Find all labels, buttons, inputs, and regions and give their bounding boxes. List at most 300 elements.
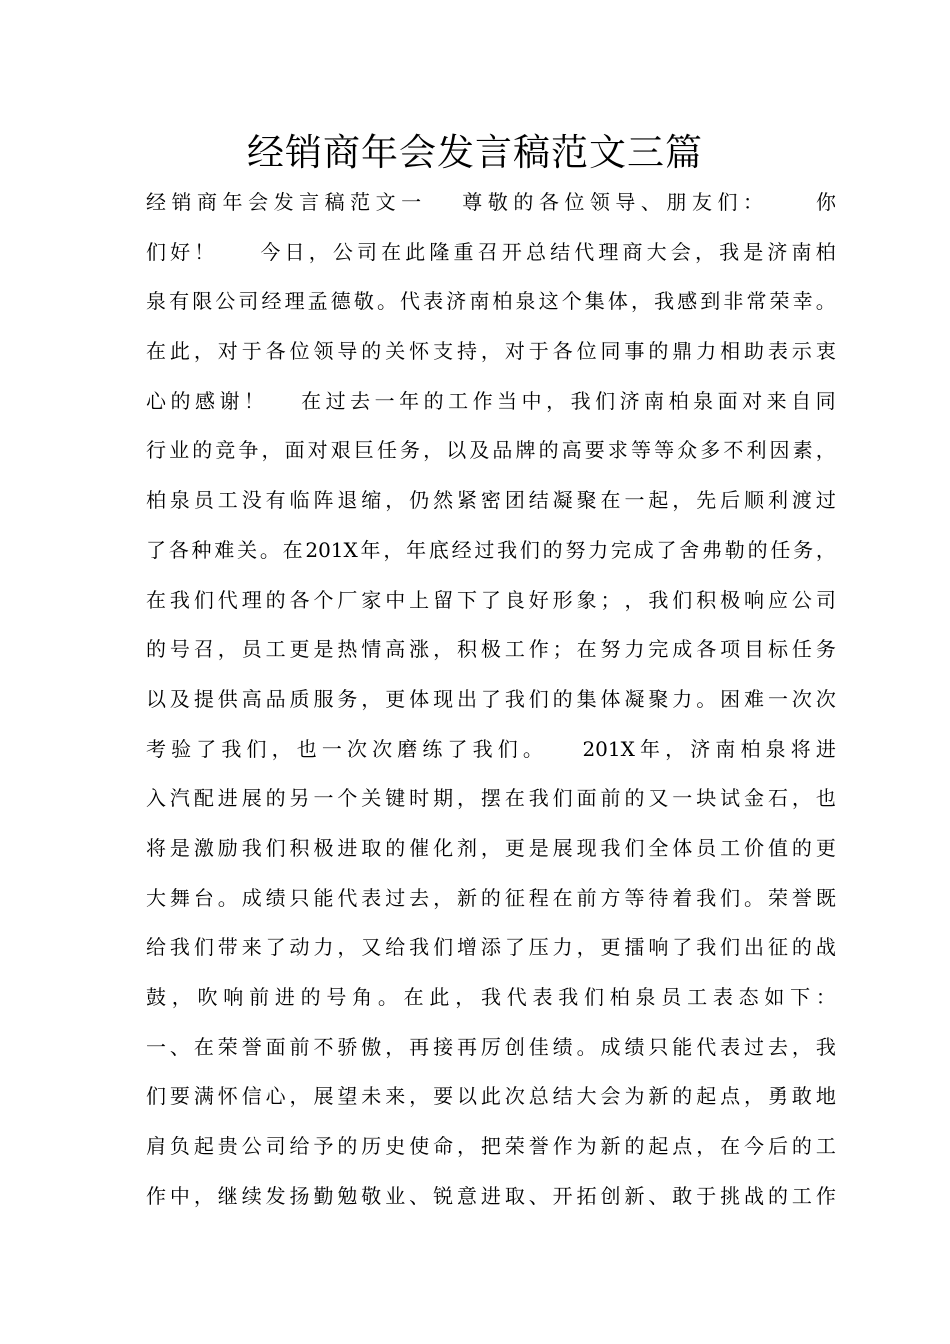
text-glyph: ， bbox=[433, 885, 454, 910]
text-glyph: 过 bbox=[744, 1034, 765, 1059]
text-glyph: 退 bbox=[337, 488, 358, 513]
text-glyph: 开 bbox=[552, 1183, 573, 1208]
text-glyph: 、 bbox=[640, 190, 661, 214]
text-glyph: 司 bbox=[356, 239, 377, 264]
text-glyph: 没 bbox=[241, 488, 262, 513]
text-glyph: 不 bbox=[723, 438, 744, 463]
text-glyph: 佳 bbox=[528, 1034, 549, 1059]
text-glyph: 次 bbox=[791, 686, 812, 711]
text-glyph: 表 bbox=[423, 289, 444, 314]
text-glyph: 泉 bbox=[146, 289, 166, 314]
text-glyph: 标 bbox=[767, 637, 788, 662]
text-glyph: 情 bbox=[361, 637, 382, 662]
text-glyph: 肩 bbox=[146, 1134, 166, 1159]
text-glyph: 。 bbox=[259, 537, 280, 562]
text-glyph: 尊 bbox=[462, 190, 483, 214]
text-glyph: 力 bbox=[672, 686, 693, 711]
text-glyph: 们 bbox=[595, 388, 616, 413]
text-line bbox=[146, 824, 836, 874]
text-glyph: 公 bbox=[215, 289, 236, 314]
text-glyph bbox=[279, 377, 285, 427]
text-glyph: 销 bbox=[171, 190, 192, 214]
text-glyph: 我 bbox=[528, 786, 549, 811]
text-glyph: 现 bbox=[433, 686, 454, 711]
text-glyph: 谢 bbox=[219, 388, 240, 413]
text-glyph: 柏 bbox=[492, 289, 513, 314]
text-glyph: 弗 bbox=[702, 537, 723, 562]
text-glyph bbox=[229, 228, 235, 278]
text-glyph: 起 bbox=[648, 1134, 669, 1159]
text-glyph: 留 bbox=[433, 587, 454, 612]
text-glyph: 了 bbox=[146, 537, 166, 562]
text-glyph: 号 bbox=[169, 637, 190, 662]
text-glyph: 挑 bbox=[720, 1183, 741, 1208]
text-glyph: 的 bbox=[170, 388, 191, 413]
text-glyph: ， bbox=[624, 587, 645, 612]
text-glyph: 热 bbox=[337, 637, 358, 662]
text-glyph: 南 bbox=[469, 289, 490, 314]
text-glyph: 成 bbox=[633, 537, 654, 562]
text-glyph: 进 bbox=[274, 985, 295, 1009]
text-glyph: 务 bbox=[793, 537, 814, 562]
text-glyph: 取 bbox=[361, 835, 382, 860]
text-glyph: 们 bbox=[672, 587, 693, 612]
text-glyph: ， bbox=[791, 1034, 812, 1059]
text-glyph: 是 bbox=[313, 637, 334, 662]
text-glyph: 务 bbox=[337, 686, 358, 711]
text-glyph: 前 bbox=[249, 985, 270, 1009]
text-glyph: 后 bbox=[767, 1134, 788, 1159]
text-glyph: 工 bbox=[720, 835, 741, 860]
text-glyph: 力 bbox=[552, 935, 573, 960]
text-glyph: 有 bbox=[169, 289, 190, 314]
text-glyph: 成 bbox=[600, 1034, 621, 1059]
text-glyph: 南 bbox=[715, 736, 736, 761]
text-glyph: 把 bbox=[480, 1134, 501, 1159]
text-glyph: 新 bbox=[648, 1084, 669, 1109]
text-glyph: 负 bbox=[169, 1134, 190, 1159]
text-glyph: 各 bbox=[552, 339, 573, 364]
text-glyph: 出 bbox=[456, 686, 477, 711]
text-glyph: 。 bbox=[376, 289, 397, 314]
text-line bbox=[146, 377, 836, 427]
text-line bbox=[146, 277, 836, 327]
text-glyph: 柏 bbox=[609, 985, 630, 1009]
text-glyph: 们 bbox=[265, 835, 286, 860]
text-glyph: 上 bbox=[409, 587, 430, 612]
text-glyph: 积 bbox=[456, 637, 477, 662]
text-glyph: 各 bbox=[168, 537, 189, 562]
text-glyph: 缩 bbox=[361, 488, 382, 513]
text-glyph: 的 bbox=[513, 190, 534, 214]
text-glyph bbox=[804, 178, 810, 228]
text-glyph: 竞 bbox=[215, 438, 236, 463]
text-glyph: 满 bbox=[193, 1084, 214, 1109]
text-glyph: 这 bbox=[538, 289, 559, 314]
text-glyph: 更 bbox=[289, 637, 310, 662]
text-glyph: 位 bbox=[564, 190, 585, 214]
text-glyph: ， bbox=[456, 786, 477, 811]
text-glyph: 当 bbox=[497, 388, 518, 413]
text-glyph bbox=[239, 228, 245, 278]
text-glyph: 、 bbox=[528, 1183, 549, 1208]
text-glyph: 、 bbox=[409, 1183, 430, 1208]
text-glyph: 鼓 bbox=[146, 985, 166, 1009]
text-glyph: 未 bbox=[361, 1084, 382, 1109]
text-glyph: 行 bbox=[146, 438, 166, 463]
text-glyph: 工 bbox=[791, 1183, 812, 1208]
text-glyph: 了 bbox=[480, 587, 501, 612]
text-line bbox=[146, 228, 836, 278]
text-glyph: 将 bbox=[146, 835, 166, 860]
text-glyph: 作 bbox=[146, 1183, 166, 1208]
text-glyph: 在 bbox=[146, 587, 166, 612]
text-glyph: 表 bbox=[532, 985, 553, 1009]
text-glyph: 顺 bbox=[744, 488, 765, 513]
text-glyph: 的 bbox=[192, 438, 213, 463]
text-glyph: 值 bbox=[767, 835, 788, 860]
text-glyph: 于 bbox=[241, 339, 262, 364]
text-glyph: 征 bbox=[767, 935, 788, 960]
text-glyph: 过 bbox=[325, 388, 346, 413]
text-glyph: 我 bbox=[504, 686, 525, 711]
text-glyph: 要 bbox=[169, 1084, 190, 1109]
text-glyph: 进 bbox=[815, 736, 836, 761]
text-glyph: 言 bbox=[299, 190, 320, 214]
text-glyph: 在 bbox=[403, 985, 424, 1009]
text-glyph: 要 bbox=[433, 1084, 454, 1109]
text-glyph: 点 bbox=[672, 1134, 693, 1159]
text-glyph: 我 bbox=[815, 1034, 836, 1059]
text-glyph: 底 bbox=[428, 537, 449, 562]
text-line bbox=[146, 576, 836, 626]
text-glyph: 继 bbox=[217, 1183, 238, 1208]
text-glyph: ， bbox=[665, 736, 686, 761]
text-glyph: 业 bbox=[385, 1183, 406, 1208]
text-glyph: 厂 bbox=[337, 587, 358, 612]
text-glyph: 多 bbox=[700, 438, 721, 463]
text-glyph: 涨 bbox=[409, 637, 430, 662]
text-glyph: 只 bbox=[648, 1034, 669, 1059]
text-glyph: 们 bbox=[519, 537, 540, 562]
text-glyph: 会 bbox=[248, 190, 269, 214]
text-glyph: 难 bbox=[744, 686, 765, 711]
text-glyph: 聚 bbox=[648, 686, 669, 711]
text-glyph: 骄 bbox=[337, 1034, 358, 1059]
text-glyph: 了 bbox=[480, 686, 501, 711]
text-glyph: 非 bbox=[723, 289, 744, 314]
text-glyph: 的 bbox=[767, 1183, 788, 1208]
text-glyph: ， bbox=[171, 985, 192, 1009]
text-glyph: 成 bbox=[672, 637, 693, 662]
text-glyph: 众 bbox=[677, 438, 698, 463]
text-glyph: 会 bbox=[670, 239, 691, 264]
text-glyph: 新 bbox=[456, 885, 477, 910]
text-glyph: 高 bbox=[241, 686, 262, 711]
text-glyph: ， bbox=[744, 1084, 765, 1109]
text-line bbox=[146, 327, 836, 377]
text-glyph: 荣 bbox=[504, 1134, 525, 1159]
text-line bbox=[146, 675, 836, 725]
text-glyph: 如 bbox=[764, 985, 785, 1009]
text-glyph: 力 bbox=[588, 537, 609, 562]
text-glyph: 们 bbox=[497, 736, 518, 761]
text-glyph: 我 bbox=[696, 885, 717, 910]
text-glyph: 意 bbox=[456, 1183, 477, 1208]
text-glyph: 了 bbox=[656, 537, 677, 562]
text-glyph: 摆 bbox=[480, 786, 501, 811]
text-line bbox=[146, 1072, 836, 1122]
text-glyph: 年 bbox=[406, 537, 427, 562]
text-glyph: 作 bbox=[815, 1183, 836, 1208]
text-glyph: ， bbox=[193, 1183, 214, 1208]
text-glyph: ， bbox=[361, 686, 382, 711]
text-glyph: 此 bbox=[429, 985, 450, 1009]
text-glyph: 济 bbox=[690, 736, 711, 761]
text-glyph: 阵 bbox=[313, 488, 334, 513]
text-glyph: 代 bbox=[217, 587, 238, 612]
text-glyph: 高 bbox=[561, 438, 582, 463]
text-glyph: 在 bbox=[146, 339, 166, 364]
text-glyph: 我 bbox=[221, 736, 242, 761]
text-glyph: ， bbox=[423, 438, 444, 463]
text-glyph: 完 bbox=[648, 637, 669, 662]
text-glyph: 代 bbox=[574, 239, 595, 264]
text-glyph: 。 bbox=[815, 289, 836, 314]
text-glyph: 结 bbox=[552, 1084, 573, 1109]
text-glyph: 对 bbox=[742, 388, 763, 413]
text-glyph: 台 bbox=[193, 885, 214, 910]
text-glyph: 各 bbox=[538, 190, 559, 214]
text-glyph: 相 bbox=[720, 339, 741, 364]
text-glyph: 集 bbox=[576, 686, 597, 711]
text-glyph: 勇 bbox=[767, 1084, 788, 1109]
text-glyph bbox=[250, 228, 256, 278]
text-glyph: 友 bbox=[691, 190, 712, 214]
text-glyph: 年 bbox=[222, 190, 243, 214]
text-glyph: 吹 bbox=[197, 985, 218, 1009]
text-glyph: 试 bbox=[720, 786, 741, 811]
text-glyph: ， bbox=[696, 1134, 717, 1159]
text-glyph: 响 bbox=[648, 935, 669, 960]
text-glyph bbox=[427, 178, 433, 228]
text-glyph: 舞 bbox=[169, 885, 190, 910]
text-glyph: 荣 bbox=[217, 1034, 238, 1059]
text-glyph: 努 bbox=[565, 537, 586, 562]
text-glyph: 应 bbox=[767, 587, 788, 612]
text-glyph: 总 bbox=[525, 239, 546, 264]
text-glyph: 导 bbox=[615, 190, 636, 214]
text-glyph: 勤 bbox=[313, 1183, 334, 1208]
text-glyph: 品 bbox=[492, 438, 513, 463]
text-glyph: 进 bbox=[217, 786, 238, 811]
text-glyph: 员 bbox=[193, 488, 214, 513]
text-glyph: 良 bbox=[504, 587, 525, 612]
text-glyph: 泉 bbox=[765, 736, 786, 761]
text-glyph: 一 bbox=[624, 488, 645, 513]
text-glyph: 出 bbox=[744, 935, 765, 960]
text-glyph: 体 bbox=[409, 686, 430, 711]
text-glyph: 质 bbox=[289, 686, 310, 711]
text-glyph: 誉 bbox=[241, 1034, 262, 1059]
text-glyph: 公 bbox=[241, 1134, 262, 1159]
text-glyph: 事 bbox=[624, 339, 645, 364]
text-glyph: 也 bbox=[815, 786, 836, 811]
text-glyph: 响 bbox=[223, 985, 244, 1009]
text-glyph: 泉 bbox=[635, 985, 656, 1009]
text-glyph: 象 bbox=[576, 587, 597, 612]
text-glyph: 以 bbox=[456, 1084, 477, 1109]
text-glyph: 大 bbox=[576, 1084, 597, 1109]
text-glyph: 的 bbox=[648, 339, 669, 364]
text-glyph: 展 bbox=[313, 1084, 334, 1109]
text-glyph: 泉 bbox=[169, 488, 190, 513]
text-glyph: 现 bbox=[576, 835, 597, 860]
text-line bbox=[146, 1172, 836, 1222]
text-glyph: 面 bbox=[284, 438, 305, 463]
text-glyph: 磨 bbox=[397, 736, 418, 761]
text-glyph: 发 bbox=[265, 1183, 286, 1208]
text-glyph bbox=[559, 725, 565, 775]
text-glyph: 利 bbox=[746, 438, 767, 463]
text-glyph: 的 bbox=[480, 885, 501, 910]
text-glyph: 示 bbox=[791, 339, 812, 364]
text-glyph: 前 bbox=[289, 1034, 310, 1059]
text-glyph bbox=[218, 228, 224, 278]
text-glyph: 重 bbox=[453, 239, 474, 264]
text-glyph: 另 bbox=[289, 786, 310, 811]
text-glyph: 态 bbox=[738, 985, 759, 1009]
text-glyph: 聚 bbox=[576, 488, 597, 513]
text-glyph: 工 bbox=[815, 1134, 836, 1159]
text-glyph: 验 bbox=[171, 736, 192, 761]
text-glyph: 理 bbox=[241, 587, 262, 612]
text-glyph: 我 bbox=[648, 587, 669, 612]
text-glyph: 表 bbox=[720, 1034, 741, 1059]
text-glyph: 时 bbox=[409, 786, 430, 811]
text-glyph: 代 bbox=[506, 985, 527, 1009]
text-glyph: 激 bbox=[193, 835, 214, 860]
text-glyph: 着 bbox=[672, 885, 693, 910]
text-glyph: 素 bbox=[792, 438, 813, 463]
text-glyph: 的 bbox=[361, 339, 382, 364]
text-glyph: 到 bbox=[700, 289, 721, 314]
text-glyph: 敢 bbox=[791, 1084, 812, 1109]
text-glyph: ， bbox=[193, 339, 214, 364]
text-glyph: 们 bbox=[720, 935, 741, 960]
text-glyph: 牌 bbox=[515, 438, 536, 463]
text-glyph: 次 bbox=[347, 736, 367, 761]
text-glyph: 新 bbox=[600, 1134, 621, 1159]
text-glyph: 历 bbox=[361, 1134, 382, 1159]
text-glyph: 既 bbox=[815, 885, 836, 910]
text-glyph: 新 bbox=[624, 1183, 645, 1208]
text-glyph: 在 bbox=[301, 388, 322, 413]
text-glyph: 绩 bbox=[624, 1034, 645, 1059]
text-glyph: 作 bbox=[528, 637, 549, 662]
text-glyph: 好 bbox=[528, 587, 549, 612]
text-glyph: 一 bbox=[313, 786, 334, 811]
text-glyph: 我 bbox=[409, 935, 430, 960]
text-glyph: 待 bbox=[648, 885, 669, 910]
text-glyph: 体 bbox=[672, 835, 693, 860]
text-glyph: 作 bbox=[472, 388, 493, 413]
text-glyph: 位 bbox=[289, 339, 310, 364]
text-glyph: 任 bbox=[791, 637, 812, 662]
text-glyph: 发 bbox=[273, 190, 294, 214]
text-glyph: 过 bbox=[385, 885, 406, 910]
text-glyph: 以 bbox=[446, 438, 467, 463]
text-glyph bbox=[439, 178, 445, 228]
text-glyph bbox=[780, 178, 786, 228]
text-glyph: 衷 bbox=[815, 339, 836, 364]
text-glyph: 济 bbox=[767, 239, 788, 264]
text-glyph: 务 bbox=[400, 438, 421, 463]
text-glyph: ， bbox=[409, 1084, 430, 1109]
text-glyph: 同 bbox=[815, 388, 836, 413]
text-glyph: 们 bbox=[720, 885, 741, 910]
text-glyph: 又 bbox=[648, 786, 669, 811]
document-title: 经销商年会发言稿范文三篇 bbox=[247, 131, 703, 174]
text-glyph: 响 bbox=[744, 587, 765, 612]
text-glyph: 力 bbox=[313, 935, 334, 960]
text-glyph: 我 bbox=[241, 835, 262, 860]
text-glyph: 前 bbox=[600, 786, 621, 811]
text-glyph: 泉 bbox=[693, 388, 714, 413]
text-glyph: 济 bbox=[446, 289, 467, 314]
text-glyph: ： bbox=[742, 190, 763, 214]
text-glyph: 扬 bbox=[289, 1183, 310, 1208]
text-glyph: 贵 bbox=[217, 1134, 238, 1159]
text-glyph: 位 bbox=[576, 339, 597, 364]
text-glyph: 接 bbox=[433, 1034, 454, 1059]
text-glyph: 的 bbox=[146, 637, 166, 662]
text-glyph: 也 bbox=[296, 736, 317, 761]
text-glyph: 的 bbox=[337, 1134, 358, 1159]
text-glyph: 在 bbox=[381, 239, 402, 264]
text-glyph: 金 bbox=[744, 786, 765, 811]
text-glyph: 先 bbox=[696, 488, 717, 513]
text-glyph: ， bbox=[289, 1084, 310, 1109]
text-glyph: ， bbox=[630, 289, 651, 314]
text-glyph: 的 bbox=[265, 786, 286, 811]
text-line bbox=[146, 973, 836, 1023]
text-glyph: 擂 bbox=[624, 935, 645, 960]
text-glyph: 会 bbox=[600, 1084, 621, 1109]
text-glyph: 傲 bbox=[361, 1034, 382, 1059]
text-glyph: 。 bbox=[522, 736, 543, 761]
text-glyph bbox=[571, 725, 577, 775]
text-glyph: 此 bbox=[480, 1084, 501, 1109]
text-glyph: 求 bbox=[607, 438, 628, 463]
text-glyph: 展 bbox=[552, 835, 573, 860]
text-glyph: 关 bbox=[237, 537, 258, 562]
text-glyph: 去 bbox=[767, 1034, 788, 1059]
text-glyph: 的 bbox=[423, 388, 444, 413]
text-glyph: 心 bbox=[146, 388, 166, 413]
text-glyph: 们 bbox=[552, 786, 573, 811]
text-glyph: 服 bbox=[313, 686, 334, 711]
text-glyph bbox=[290, 377, 296, 427]
text-glyph: 战 bbox=[815, 935, 836, 960]
text-glyph: 员 bbox=[661, 985, 682, 1009]
text-glyph: 高 bbox=[385, 637, 406, 662]
text-glyph: 号 bbox=[326, 985, 347, 1009]
text-glyph: 限 bbox=[192, 289, 213, 314]
text-glyph: 们 bbox=[193, 587, 214, 612]
text-glyph: 我 bbox=[497, 537, 518, 562]
text-glyph: ， bbox=[672, 488, 693, 513]
